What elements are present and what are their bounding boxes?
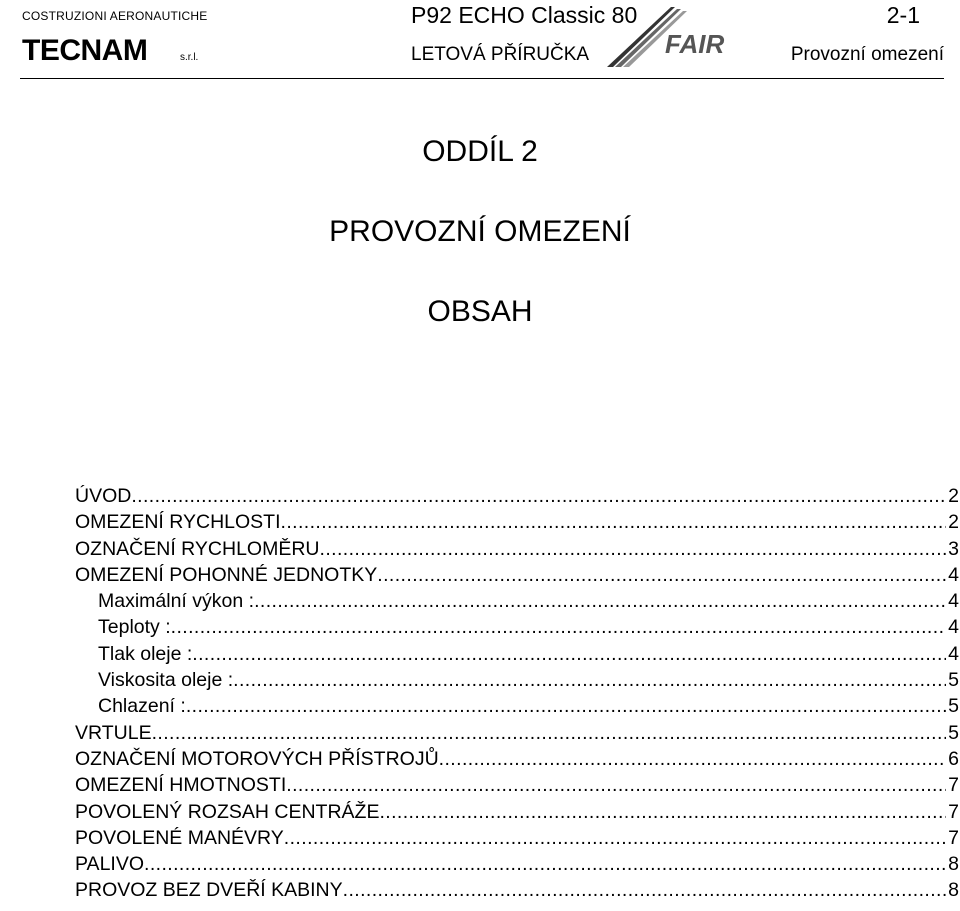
toc-entry-page: 7 xyxy=(948,826,959,849)
toc-entry[interactable] xyxy=(75,746,959,772)
toc-entry-page: 7 xyxy=(948,800,959,823)
toc-entry-label: VRTULE xyxy=(75,721,152,744)
fair-logo-text: FAIR xyxy=(665,29,725,59)
toc-entry-label: Maximální výkon : xyxy=(98,590,255,613)
toc-entry-label: PROVOZ BEZ DVEŘÍ KABINY xyxy=(75,879,343,902)
toc-entry[interactable] xyxy=(75,483,959,509)
toc-entry[interactable] xyxy=(75,693,959,719)
toc-entry[interactable] xyxy=(75,588,959,614)
toc-entry-page: 4 xyxy=(948,616,959,639)
section-heading: PROVOZNÍ OMEZENÍ xyxy=(329,215,631,248)
toc-entry-page: 7 xyxy=(948,774,959,797)
toc-entry[interactable] xyxy=(75,720,959,746)
company-line: COSTRUZIONI AERONAUTICHE xyxy=(22,9,208,23)
brand-suffix: s.r.l. xyxy=(180,52,199,63)
toc-leader-dots xyxy=(171,614,947,640)
toc-leader-dots xyxy=(379,799,946,825)
toc-entry-label: Viskosita oleje : xyxy=(98,669,234,692)
toc-leader-dots xyxy=(233,667,946,693)
toc-leader-dots xyxy=(343,877,947,903)
toc-leader-dots xyxy=(192,641,946,667)
toc-leader-dots xyxy=(152,720,947,746)
toc-entry[interactable] xyxy=(75,509,959,535)
toc-entry[interactable] xyxy=(75,772,959,798)
toc-entry-page: 8 xyxy=(948,879,959,902)
contents-heading: OBSAH xyxy=(427,295,533,328)
toc-entry-label: OMEZENÍ RYCHLOSTI xyxy=(75,511,281,534)
section-name: Provozní omezení xyxy=(790,44,944,65)
toc-leader-dots xyxy=(131,483,946,509)
toc-entry[interactable] xyxy=(75,825,959,851)
toc-entry-label: POVOLENÝ ROZSAH CENTRÁŽE xyxy=(75,800,380,823)
toc-entry[interactable] xyxy=(75,614,959,640)
page-number: 2-1 xyxy=(886,2,920,28)
toc-entry-label: OZNAČENÍ RYCHLOMĚRU xyxy=(75,537,320,560)
toc-entry[interactable] xyxy=(75,562,959,588)
toc-entry-label: Teploty : xyxy=(98,616,171,639)
toc-leader-dots xyxy=(186,693,946,719)
toc-entry-label: OMEZENÍ POHONNÉ JEDNOTKY xyxy=(75,563,378,586)
toc-entry-label: Chlazení : xyxy=(98,695,186,718)
table-of-contents xyxy=(75,483,959,904)
toc-entry-page: 4 xyxy=(948,642,959,665)
toc-leader-dots xyxy=(439,746,946,772)
toc-entry-page: 6 xyxy=(948,747,959,770)
header-divider xyxy=(20,78,944,79)
toc-leader-dots xyxy=(254,588,946,614)
toc-entry-page: 5 xyxy=(948,695,959,718)
toc-entry-label: ÚVOD xyxy=(75,485,132,507)
toc-entry-page: 4 xyxy=(948,590,959,613)
toc-entry[interactable] xyxy=(75,641,959,667)
toc-entry[interactable] xyxy=(75,536,959,562)
fair-logo-icon xyxy=(605,3,775,69)
toc-entry[interactable] xyxy=(75,799,959,825)
toc-entry-page: 5 xyxy=(948,669,959,692)
toc-leader-dots xyxy=(281,509,947,535)
toc-leader-dots xyxy=(284,825,946,851)
toc-leader-dots xyxy=(144,851,946,877)
toc-entry-page: 2 xyxy=(948,485,959,507)
toc-entry-page: 4 xyxy=(948,563,959,586)
aircraft-model: P92 ECHO Classic 80 xyxy=(411,2,638,28)
brand-logo-text: TECNAM xyxy=(22,34,148,67)
toc-entry-page: 2 xyxy=(948,511,959,534)
toc-leader-dots xyxy=(320,536,947,562)
toc-entry-label: OZNAČENÍ MOTOROVÝCH PŘÍSTROJŮ xyxy=(75,747,439,770)
toc-entry-label: OMEZENÍ HMOTNOSTI xyxy=(75,774,287,797)
toc-entry-label: Tlak oleje : xyxy=(98,642,193,665)
page-header xyxy=(0,0,960,80)
section-number-title: ODDÍL 2 xyxy=(422,135,538,168)
toc-entry-page: 8 xyxy=(948,853,959,876)
toc-entry-label: PALIVO xyxy=(75,853,145,876)
toc-entry-label: POVOLENÉ MANÉVRY xyxy=(75,826,284,849)
toc-entry[interactable] xyxy=(75,851,959,877)
toc-leader-dots xyxy=(377,562,946,588)
toc-entry[interactable] xyxy=(75,667,959,693)
toc-entry-page: 5 xyxy=(948,721,959,744)
toc-entry-page: 3 xyxy=(948,537,959,560)
toc-entry[interactable] xyxy=(75,877,959,903)
toc-leader-dots xyxy=(286,772,946,798)
manual-title: LETOVÁ PŘÍRUČKA xyxy=(411,44,590,65)
